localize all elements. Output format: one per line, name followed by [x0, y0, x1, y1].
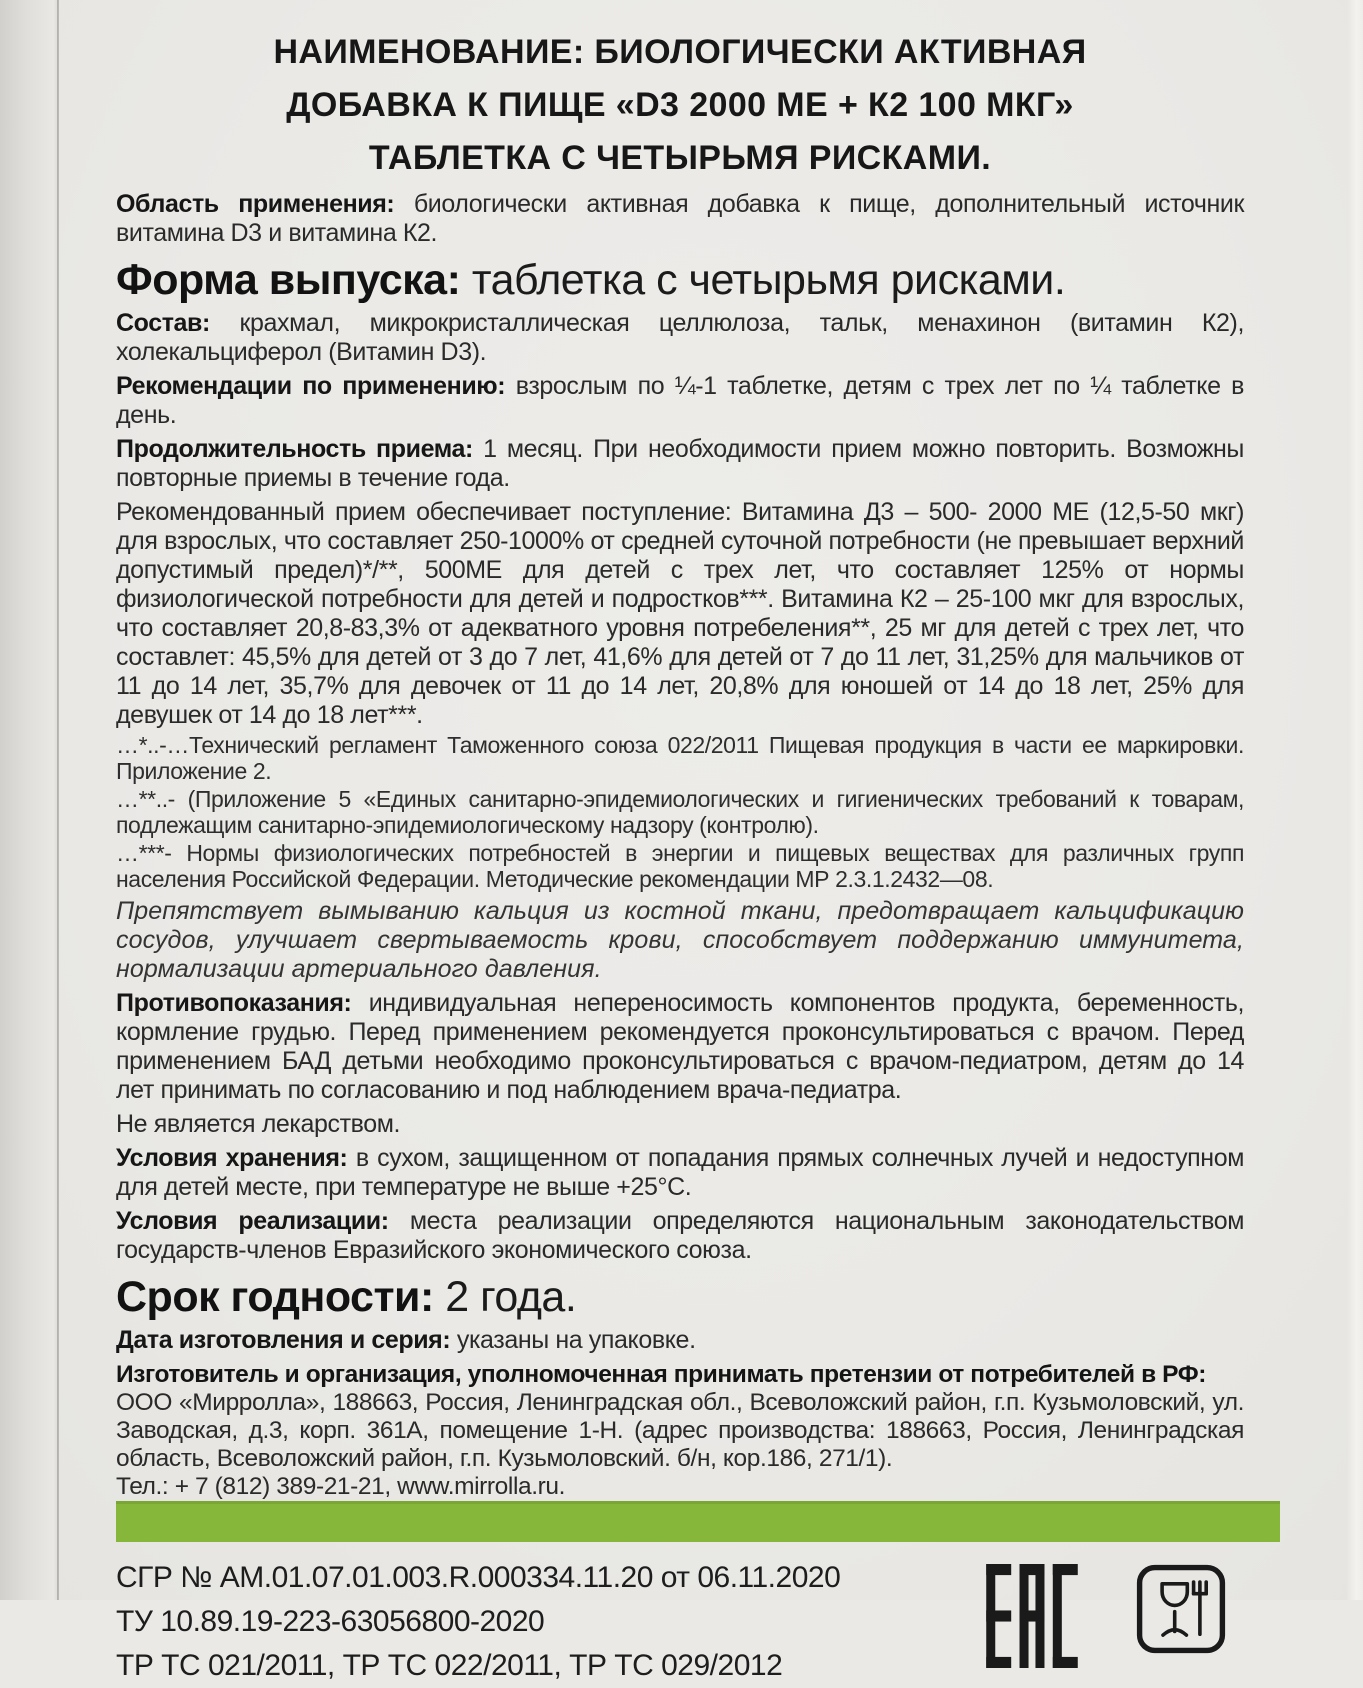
footnote-2: …**..- (Приложение 5 «Единых санитарно-эпидемиологических и гигиенических требований к товарам, подлежащим санитарно-эпидемиологическому надзору (контролю).: [116, 786, 1244, 838]
section-date-series: [116, 1326, 1244, 1355]
section-contraindications: [116, 989, 1244, 1105]
certification-icons: [986, 1564, 1226, 1668]
release-form-label: Форма выпуска:: [116, 256, 461, 304]
package-left-edge: [0, 0, 58, 1600]
date-series-label: Дата изготовления и серия:: [116, 1326, 451, 1354]
product-title-line-3: ТАБЛЕТКА С ЧЕТЫРЬМЯ РИСКАМИ.: [368, 139, 992, 177]
storage-text: в сухом, защищенном от попадания прямых солнечных лучей и недоступном для детей месте, при температуре не выше +25°С.: [116, 1144, 1244, 1201]
section-sale-conditions: [116, 1207, 1244, 1265]
application-area-text: биологически активная добавка к пище, дополнительный источник витамина D3 и витамина К2.: [116, 190, 1245, 247]
regulatory-row: [116, 1556, 1244, 1688]
section-storage: [116, 1144, 1244, 1202]
label-footer: [116, 1501, 1244, 1688]
sgr-certificate-number: СГР № АМ.01.07.01.003.R.000334.11.20 от 06.11.2020: [116, 1561, 841, 1594]
duration-label: Продолжительность приема:: [116, 435, 473, 463]
manufacturer-phone-website: Тел.: + 7 (812) 389-21-21, www.mirrolla.ru.: [116, 1473, 566, 1500]
section-duration: [116, 435, 1244, 493]
product-title-line-2: ДОБАВКА К ПИЩЕ «D3 2000 МЕ + К2 100 МКГ»: [286, 86, 1074, 124]
tu-standard-number: ТУ 10.89.19-223-63056800-2020: [116, 1605, 545, 1638]
section-shelf-life: [116, 1273, 1244, 1321]
section-recommendations: [116, 372, 1244, 430]
package-right-fold: [1347, 0, 1363, 1600]
package-left-crease: [57, 0, 59, 1600]
manufacturer-label: Изготовитель и организация, уполномоченная принимать претензии от потребителей в РФ:: [116, 1361, 1207, 1388]
product-title-line-1: НАИМЕНОВАНИЕ: БИОЛОГИЧЕСКИ АКТИВНАЯ: [273, 33, 1087, 71]
recommendations-label: Рекомендации по применению:: [116, 372, 506, 400]
section-composition: [116, 309, 1244, 367]
regulatory-lines: [116, 1556, 840, 1688]
shelf-life-label: Срок годности:: [116, 1273, 434, 1321]
contraindications-text: индивидуальная непереносимость компонентов продукта, беременность, кормление грудью. Перед применением рекомендуется проконсультироваться с врачом. Перед применением БАД детьми необходимо проконсультироваться с врачом-педиатром, детям до 14 лет принимать по согласованию и под наблюдением врача-педиатра.: [116, 989, 1244, 1104]
green-accent-bar: [116, 1501, 1280, 1542]
section-intake-details: Рекомендованный прием обеспечивает поступление: Витамина Д3 – 500- 2000 МЕ (12,5-50 мкг) для взрослых, что составляет 250-1000% от средней суточной потребности (не превышает верхний допустимый предел)*/**, 500МЕ для детей с трех лет, что составляет 125% от нормы физиологической потребности для детей и подростков***. Витамина К2 – 25-100 мкг для взрослых, что составляет 20,8-83,3% от адекватного уровня потребеления**, 25 мг для детей с трех лет, что составлет: 45,5% для детей от 3 до 7 лет, 41,6% для детей от 7 до 11 лет, 31,25% для мальчиков от 11 до 14 лет, 35,7% для девочек от 11 до 14 лет, 20,8% для юношей от 14 до 18 лет, 25% для девушек от 14 до 18 лет***.: [116, 498, 1244, 729]
product-title: [116, 26, 1244, 185]
eac-conformity-icon: [986, 1564, 1078, 1668]
section-application-area: [116, 190, 1244, 248]
application-area-label: Область применения:: [116, 190, 395, 218]
date-series-text: указаны на упаковке.: [456, 1326, 696, 1354]
contraindications-label: Противопоказания:: [116, 989, 352, 1017]
footnote-1: …*..-…Технический регламент Таможенного союза 022/2011 Пищевая продукция в части ее маркировки. Приложение 2.: [116, 732, 1244, 784]
footnote-3: …***- Нормы физиологических потребностей в энергии и пищевых веществах для различных групп населения Российской Федерации. Методические рекомендации МР 2.3.1.2432—08.: [116, 840, 1244, 892]
section-release-form: [116, 256, 1244, 304]
food-safe-glass-fork-icon: [1136, 1564, 1226, 1654]
composition-text: крахмал, микрокристаллическая целлюлоза, тальк, менахинон (витамин К2), холекальциферол (Витамин D3).: [116, 309, 1245, 366]
section-benefits: Препятствует вымыванию кальция из костной ткани, предотвращает кальцификацию сосудов, улучшает свертываемость крови, способствует поддержанию иммунитета, нормализации артериального давления.: [116, 897, 1244, 983]
composition-label: Состав:: [116, 309, 210, 337]
not-a-medicine-note: Не является лекарством.: [116, 1110, 401, 1138]
release-form-text: таблетка с четырьмя рисками.: [471, 256, 1066, 304]
shelf-life-text: 2 года.: [445, 1273, 577, 1321]
sale-conditions-text: места реализации определяются национальным законодательством государств-членов Евразийского экономического союза.: [116, 1207, 1245, 1264]
sale-conditions-label: Условия реализации:: [116, 1207, 389, 1235]
storage-label: Условия хранения:: [116, 1144, 348, 1172]
duration-text: 1 месяц. При необходимости прием можно повторить. Возможны повторные приемы в течение года.: [116, 435, 1244, 492]
recommendations-text: взрослым по ¼-1 таблетке, детям с трех лет по ¼ таблетке в день.: [116, 372, 1245, 429]
manufacturer-address: ООО «Мирролла», 188663, Россия, Ленинградская обл., Всеволожский район, г.п. Кузьмоловский, ул. Заводская, д.3, корп. 361А, помещение 1-Н. (адрес производства: 188663, Россия, Ленинградская область, Всеволожский район, г.п. Кузьмоловский. б/н, кор.186, 271/1).: [116, 1389, 1244, 1472]
tr-ts-regulations: ТР ТС 021/2011, ТР ТС 022/2011, ТР ТС 029/2012: [116, 1649, 783, 1682]
